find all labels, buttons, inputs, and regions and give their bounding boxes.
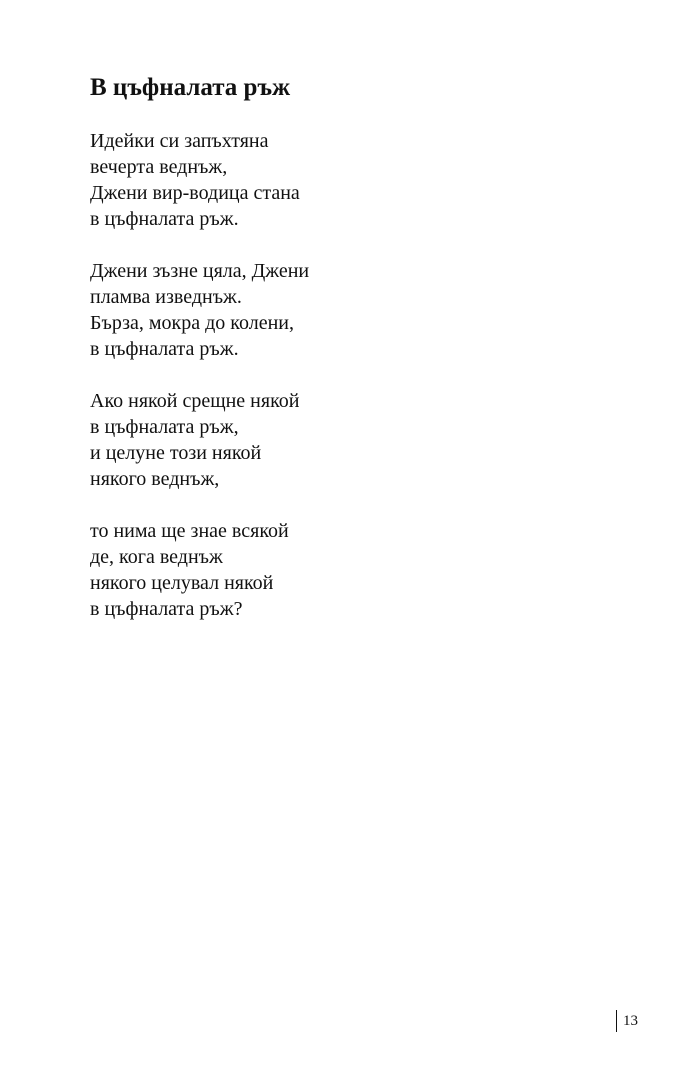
page-number: 13 xyxy=(623,1013,638,1029)
poem-line: пламва изведнъж. xyxy=(90,286,242,308)
stanza-4 xyxy=(90,518,610,622)
poem-line: вечерта веднъж, xyxy=(90,156,228,178)
poem-line: Бърза, мокра до колени, xyxy=(90,312,294,334)
poem-line: в цъфналата ръж. xyxy=(90,338,239,360)
poem-body xyxy=(90,128,610,648)
page-number-footer xyxy=(616,1010,638,1032)
stanza-2 xyxy=(90,258,610,362)
poem-line: Джени вир-водица стана xyxy=(90,182,300,204)
poem-line: някого целувал някой xyxy=(90,572,274,594)
poem-title: В цъфналата ръж xyxy=(90,74,291,101)
poem-line: Джени зъзне цяла, Джени xyxy=(90,260,310,282)
stanza-3 xyxy=(90,388,610,492)
poem-line: в цъфналата ръж, xyxy=(90,416,239,438)
poem-line: някого веднъж, xyxy=(90,468,220,490)
poem-line: то нима ще знае всякой xyxy=(90,520,289,542)
stanza-1 xyxy=(90,128,610,232)
poem-line: де, кога веднъж xyxy=(90,546,223,568)
folio-divider xyxy=(616,1010,617,1032)
poem-line: и целуне този някой xyxy=(90,442,262,464)
poem-line: Ако някой срещне някой xyxy=(90,390,300,412)
poem-line: Идейки си запъхтяна xyxy=(90,130,269,152)
poem-line: в цъфналата ръж? xyxy=(90,598,243,620)
poem-line: в цъфналата ръж. xyxy=(90,208,239,230)
